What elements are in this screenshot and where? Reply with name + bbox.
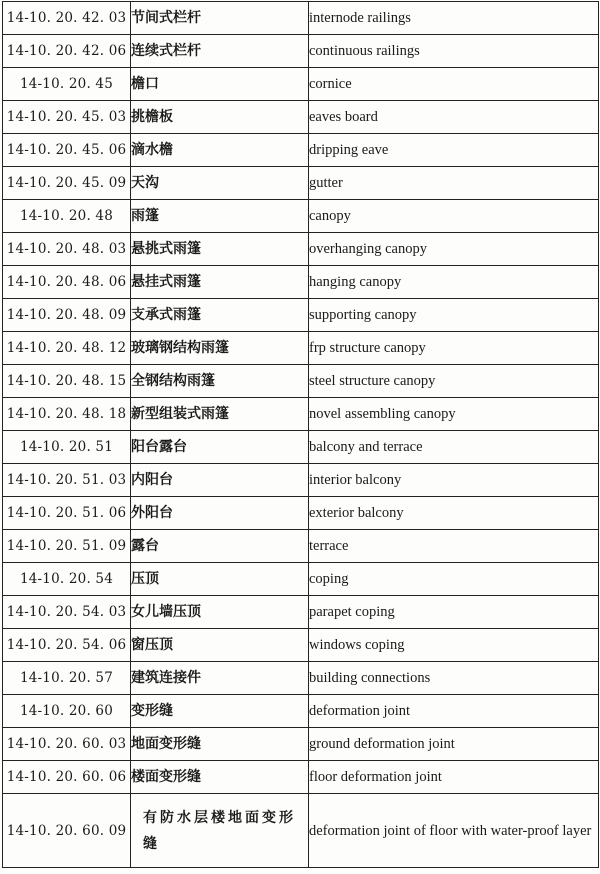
term-chinese: 节间式栏杆 — [131, 2, 309, 35]
term-chinese: 有防水层楼地面变形缝 — [131, 794, 309, 868]
term-code: 14-10. 20. 48 — [3, 200, 131, 233]
term-code: 14-10. 20. 45. 09 — [3, 167, 131, 200]
table-row — [3, 530, 599, 563]
table-row — [3, 431, 599, 464]
term-code: 14-10. 20. 48. 06 — [3, 266, 131, 299]
table-row — [3, 398, 599, 431]
table-row — [3, 563, 599, 596]
term-chinese: 地面变形缝 — [131, 728, 309, 761]
term-english: dripping eave — [309, 134, 599, 167]
table-row — [3, 596, 599, 629]
terms-table — [2, 1, 599, 868]
term-english: supporting canopy — [309, 299, 599, 332]
term-english: windows coping — [309, 629, 599, 662]
term-english: steel structure canopy — [309, 365, 599, 398]
term-english: eaves board — [309, 101, 599, 134]
table-row — [3, 662, 599, 695]
term-chinese: 外阳台 — [131, 497, 309, 530]
term-chinese: 支承式雨篷 — [131, 299, 309, 332]
term-chinese: 悬挑式雨篷 — [131, 233, 309, 266]
term-code: 14-10. 20. 54. 06 — [3, 629, 131, 662]
table-row — [3, 233, 599, 266]
term-chinese: 阳台露台 — [131, 431, 309, 464]
term-chinese: 檐口 — [131, 68, 309, 101]
term-english: canopy — [309, 200, 599, 233]
table-row — [3, 167, 599, 200]
term-code: 14-10. 20. 48. 18 — [3, 398, 131, 431]
table-row — [3, 695, 599, 728]
term-chinese: 挑檐板 — [131, 101, 309, 134]
term-english: gutter — [309, 167, 599, 200]
term-chinese: 内阳台 — [131, 464, 309, 497]
term-english: building connections — [309, 662, 599, 695]
term-chinese: 变形缝 — [131, 695, 309, 728]
table-row — [3, 761, 599, 794]
term-chinese: 连续式栏杆 — [131, 35, 309, 68]
term-chinese: 楼面变形缝 — [131, 761, 309, 794]
term-english: hanging canopy — [309, 266, 599, 299]
table-row — [3, 464, 599, 497]
table-row — [3, 332, 599, 365]
term-chinese: 女儿墙压顶 — [131, 596, 309, 629]
term-code: 14-10. 20. 42. 03 — [3, 2, 131, 35]
term-code: 14-10. 20. 48. 12 — [3, 332, 131, 365]
table-row — [3, 497, 599, 530]
table-row — [3, 35, 599, 68]
term-english: internode railings — [309, 2, 599, 35]
term-code: 14-10. 20. 60. 09 — [3, 794, 131, 868]
table-row — [3, 134, 599, 167]
term-code: 14-10. 20. 45. 06 — [3, 134, 131, 167]
term-chinese: 露台 — [131, 530, 309, 563]
term-english: frp structure canopy — [309, 332, 599, 365]
table-row — [3, 68, 599, 101]
term-english: interior balcony — [309, 464, 599, 497]
table-row — [3, 2, 599, 35]
term-code: 14-10. 20. 60. 06 — [3, 761, 131, 794]
term-english: deformation joint of floor with water-proof layer — [309, 794, 599, 868]
table-row — [3, 728, 599, 761]
term-code: 14-10. 20. 45 — [3, 68, 131, 101]
term-chinese: 天沟 — [131, 167, 309, 200]
table-row — [3, 794, 599, 868]
table-row — [3, 266, 599, 299]
term-code: 14-10. 20. 51. 09 — [3, 530, 131, 563]
term-english: novel assembling canopy — [309, 398, 599, 431]
table-row — [3, 365, 599, 398]
term-chinese: 压顶 — [131, 563, 309, 596]
term-english: floor deformation joint — [309, 761, 599, 794]
term-chinese: 新型组装式雨篷 — [131, 398, 309, 431]
term-english: overhanging canopy — [309, 233, 599, 266]
term-chinese: 悬挂式雨篷 — [131, 266, 309, 299]
terms-table-body — [3, 2, 599, 868]
term-english: parapet coping — [309, 596, 599, 629]
term-code: 14-10. 20. 48. 09 — [3, 299, 131, 332]
term-english: continuous railings — [309, 35, 599, 68]
term-chinese: 滴水檐 — [131, 134, 309, 167]
table-row — [3, 200, 599, 233]
term-code: 14-10. 20. 54 — [3, 563, 131, 596]
table-row — [3, 101, 599, 134]
term-chinese: 全钢结构雨篷 — [131, 365, 309, 398]
term-english: ground deformation joint — [309, 728, 599, 761]
term-english: cornice — [309, 68, 599, 101]
term-code: 14-10. 20. 45. 03 — [3, 101, 131, 134]
term-code: 14-10. 20. 60 — [3, 695, 131, 728]
term-code: 14-10. 20. 48. 03 — [3, 233, 131, 266]
table-row — [3, 629, 599, 662]
term-chinese: 建筑连接件 — [131, 662, 309, 695]
term-code: 14-10. 20. 51 — [3, 431, 131, 464]
term-english: terrace — [309, 530, 599, 563]
term-english: exterior balcony — [309, 497, 599, 530]
term-code: 14-10. 20. 42. 06 — [3, 35, 131, 68]
term-chinese: 雨篷 — [131, 200, 309, 233]
term-code: 14-10. 20. 54. 03 — [3, 596, 131, 629]
term-code: 14-10. 20. 60. 03 — [3, 728, 131, 761]
term-english: deformation joint — [309, 695, 599, 728]
term-english: coping — [309, 563, 599, 596]
table-row — [3, 299, 599, 332]
term-code: 14-10. 20. 57 — [3, 662, 131, 695]
term-chinese: 窗压顶 — [131, 629, 309, 662]
term-code: 14-10. 20. 51. 06 — [3, 497, 131, 530]
term-code: 14-10. 20. 51. 03 — [3, 464, 131, 497]
term-chinese: 玻璃钢结构雨篷 — [131, 332, 309, 365]
term-english: balcony and terrace — [309, 431, 599, 464]
term-code: 14-10. 20. 48. 15 — [3, 365, 131, 398]
